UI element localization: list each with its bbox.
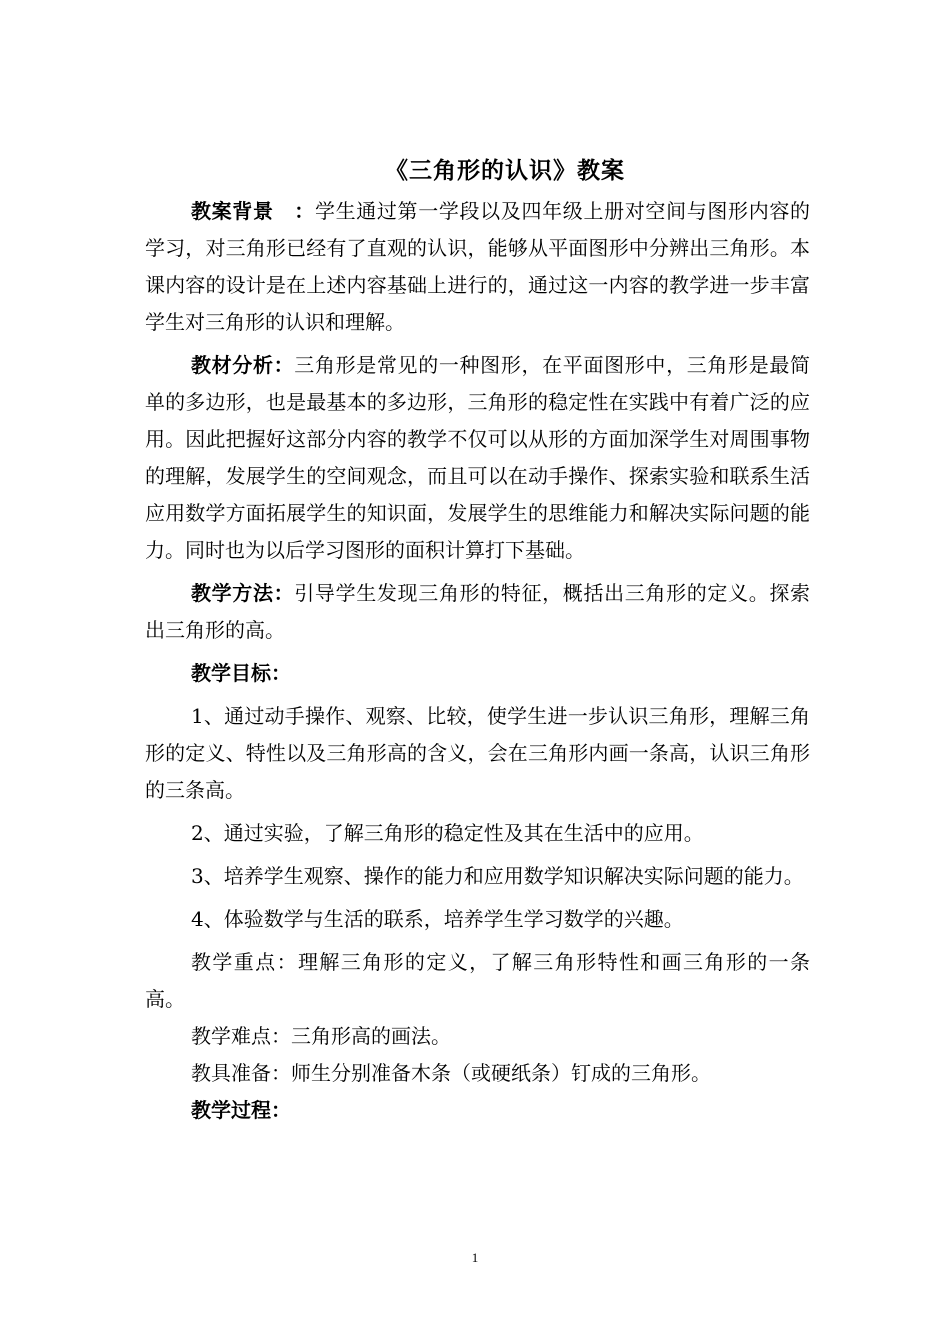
paragraph-process-heading <box>145 1092 810 1129</box>
paragraph-background <box>145 193 810 341</box>
paragraph-analysis <box>145 347 810 569</box>
page-number: 1 <box>471 1250 479 1265</box>
paragraph-goal-3 <box>145 858 810 895</box>
paragraph-label: 教学目标： <box>191 661 291 685</box>
paragraph-goal-4 <box>145 901 810 938</box>
paragraph-label: 教案背景 ： <box>191 199 315 223</box>
paragraph-text: 教学重点：理解三角形的定义，了解三角形特性和画三角形的一条高。 <box>145 950 810 1011</box>
paragraph-text: 学生通过第一学段以及四年级上册对空间与图形内容的学习，对三角形已经有了直观的认识，能够从平面图形中分辨出三角形。本课内容的设计是在上述内容基础上进行的，通过这一内容的教学进一步丰富学生对三角形的认识和理解。 <box>145 199 811 334</box>
paragraph-text: 三角形是常见的一种图形，在平面图形中，三角形是最简单的多边形，也是最基本的多边形，三角形的稳定性在实践中有着广泛的应用。因此把握好这部分内容的教学不仅可以从形的方面加深学生对周围事物的理解，发展学生的空间观念，而且可以在动手操作、探索实验和联系生活应用数学方面拓展学生的知识面，发展学生的思维能力和解决实际问题的能力。同时也为以后学习图形的面积计算打下基础。 <box>145 353 811 562</box>
paragraph-text: 1、通过动手操作、观察、比较，使学生进一步认识三角形，理解三角形的定义、特性以及三角形高的含义，会在三角形内画一条高，认识三角形的三条高。 <box>145 704 810 802</box>
paragraph-label: 教学过程： <box>191 1098 291 1122</box>
paragraph-text: 4、体验数学与生活的联系，培养学生学习数学的兴趣。 <box>191 907 684 931</box>
paragraph-text: 教学难点：三角形高的画法。 <box>191 1024 451 1048</box>
document-body <box>145 193 810 1129</box>
document-title: 《三角形的认识》教案 <box>385 157 625 184</box>
paragraph-label: 教材分析： <box>191 353 295 377</box>
paragraph-difficulty <box>145 1018 810 1055</box>
paragraph-method <box>145 575 810 649</box>
paragraph-goal-1 <box>145 698 810 809</box>
paragraph-goals-heading <box>145 655 810 692</box>
paragraph-text: 2、通过实验，了解三角形的稳定性及其在生活中的应用。 <box>191 821 704 845</box>
paragraph-materials <box>145 1055 810 1092</box>
paragraph-text: 3、培养学生观察、操作的能力和应用数学知识解决实际问题的能力。 <box>191 864 804 888</box>
paragraph-label: 教学方法： <box>191 581 295 605</box>
paragraph-key-point <box>145 944 810 1018</box>
paragraph-text: 引导学生发现三角形的特征，概括出三角形的定义。探索出三角形的高。 <box>145 581 811 642</box>
paragraph-text: 教具准备：师生分别准备木条（或硬纸条）钉成的三角形。 <box>191 1061 711 1085</box>
paragraph-goal-2 <box>145 815 810 852</box>
